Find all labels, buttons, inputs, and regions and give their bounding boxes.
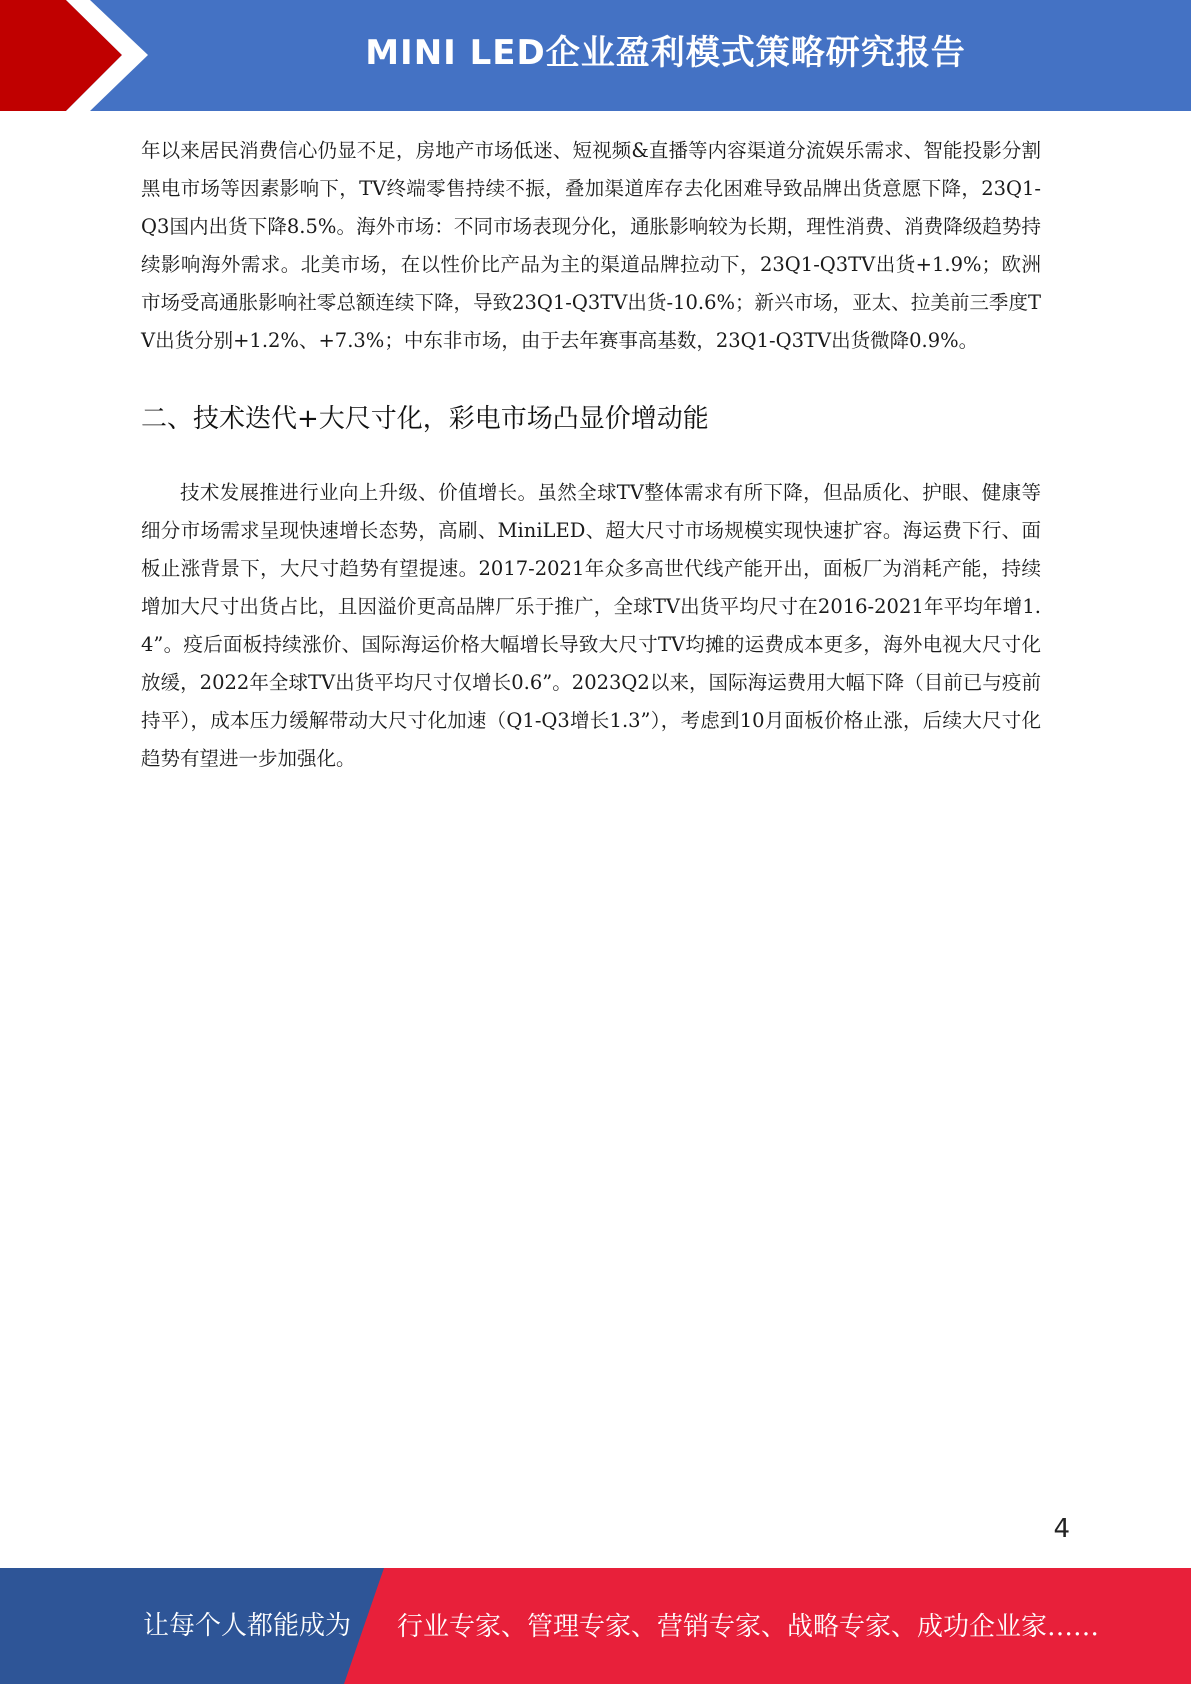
header-arrow-decoration — [0, 0, 160, 111]
body-paragraph-1: 年以来居民消费信心仍显不足，房地产市场低迷、短视频&直播等内容渠道分流娱乐需求、智能投影分割黑电市场等因素影响下，TV终端零售持续不振，叠加渠道库存去化困难导致品牌出货意愿下降，23Q1-Q3国内出货下降8.5%。海外市场：不同市场表现分化，通胀影响较为长期，理性消费、消费降级趋势持续影响海外需求。北美市场，在以性价比产品为主的渠道品牌拉动下，23Q1-Q3TV出货+1.9%；欧洲市场受高通胀影响社零总额连续下降，导致23Q1-Q3TV出货-10.6%；新兴市场，亚太、拉美前三季度TV出货分别+1.2%、+7.3%；中东非市场，由于去年赛事高基数，23Q1-Q3TV出货微降0.9%。 — [141, 139, 1041, 352]
page-number: 4 — [1053, 1514, 1070, 1544]
report-title: MINI LED企业盈利模式策略研究报告 — [365, 33, 966, 73]
section-heading: 二、技术迭代+大尺寸化，彩电市场凸显价增动能 — [141, 404, 709, 434]
footer-slogan: 让每个人都能成为 — [143, 1611, 352, 1641]
page-content — [141, 132, 1041, 778]
page-header — [0, 0, 1191, 111]
body-paragraph-2: 技术发展推进行业向上升级、价值增长。虽然全球TV整体需求有所下降，但品质化、护眼、健康等细分市场需求呈现快速增长态势，高刷、MiniLED、超大尺寸市场规模实现快速扩容。海运费下行、面板止涨背景下，大尺寸趋势有望提速。2017-2021年众多高世代线产能开出，面板厂为消耗产能，持续增加大尺寸出货占比，且因溢价更高品牌厂乐于推广，全球TV出货平均尺寸在2016-2021年平均年增1.4”。疫后面板持续涨价、国际海运价格大幅增长导致大尺寸TV均摊的运费成本更多，海外电视大尺寸化放缓，2022年全球TV出货平均尺寸仅增长0.6”。2023Q2以来，国际海运费用大幅下降（目前已与疫前持平），成本压力缓解带动大尺寸化加速（Q1-Q3增长1.3”），考虑到10月面板价格止涨，后续大尺寸化趋势有望进一步加强化。 — [141, 481, 1041, 770]
page-footer — [0, 1568, 1191, 1684]
footer-roles: 行业专家、管理专家、营销专家、战略专家、成功企业家…… — [397, 1612, 1100, 1642]
